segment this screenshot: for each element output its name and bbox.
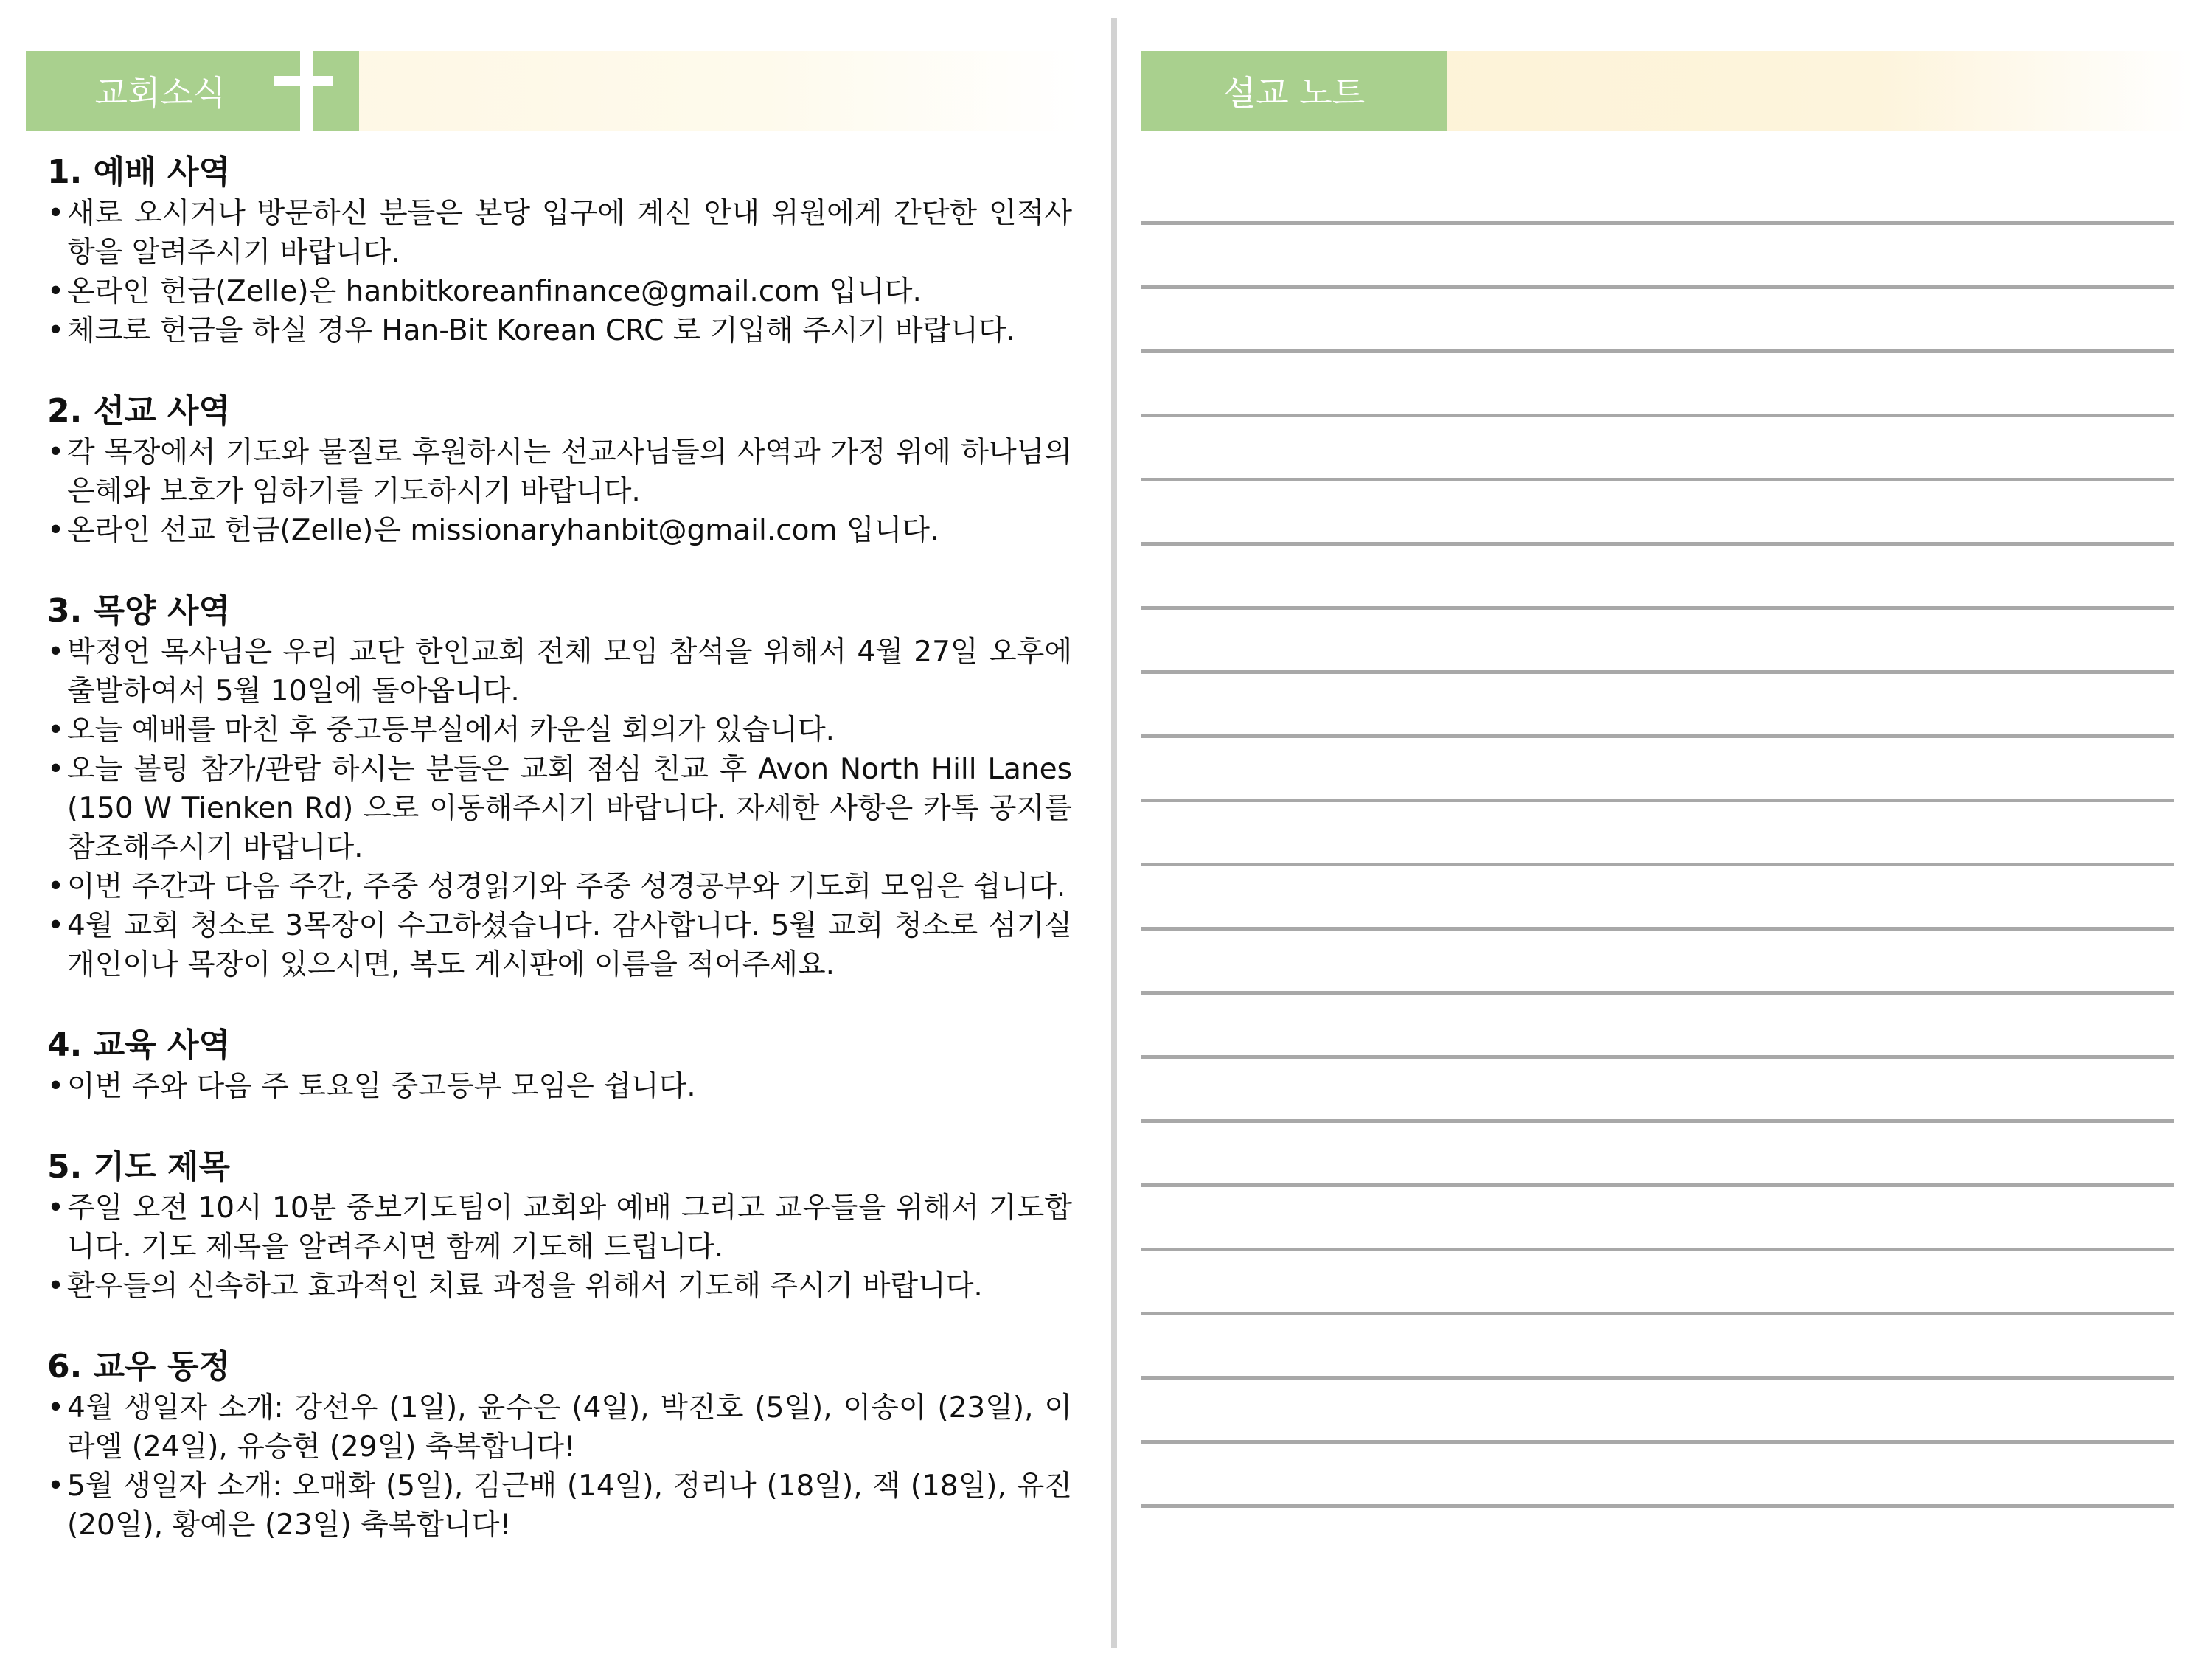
section-pastoral — [47, 590, 1072, 984]
note-line — [1141, 1248, 2174, 1251]
list-item: • 오늘 볼링 참가/관람 하시는 분들은 교회 점심 친교 후 Avon North Hill Lanes (150 W Tienken Rd) 으로 이동해주시기 바랍니다. 자세한 사항은 카톡 공지를 참조해주시기 바랍니다. — [47, 753, 1072, 864]
note-line — [1141, 478, 2174, 481]
list-item: • 4월 생일자 소개: 강선우 (1일), 윤수은 (4일), 박진호 (5일), 이송이 (23일), 이라엘 (24일), 유승현 (29일) 축복합니다! — [47, 1391, 1072, 1464]
church-news-content — [47, 151, 1072, 1585]
note-line — [1141, 1504, 2174, 1508]
list-item: • 체크로 헌금을 하실 경우 Han-Bit Korean CRC 로 기입해 주시기 바랍니다. — [47, 314, 1015, 347]
list-item: • 박정언 목사님은 우리 교단 한인교회 전체 모임 참석을 위해서 4월 27일 오후에 출발하여서 5월 10일에 돌아옵니다. — [47, 636, 1072, 708]
section-title: 6. 교우 동정 — [47, 1348, 230, 1385]
note-line — [1141, 1119, 2174, 1123]
note-line — [1141, 1312, 2174, 1315]
note-line — [1141, 285, 2174, 289]
note-line — [1141, 670, 2174, 674]
section-title: 3. 목양 사역 — [47, 592, 230, 630]
list-item: • 주일 오전 10시 10분 중보기도팀이 교회와 예배 그리고 교우들을 위해서 기도합니다. 기도 제목을 알려주시면 함께 기도해 드립니다. — [47, 1192, 1072, 1264]
note-line — [1141, 414, 2174, 417]
note-line — [1141, 1376, 2174, 1380]
section-title: 2. 선교 사역 — [47, 392, 230, 430]
note-line — [1141, 542, 2174, 546]
cross-icon — [274, 51, 359, 131]
list-item: • 5월 생일자 소개: 오매화 (5일), 김근배 (14일), 정리나 (18일), 잭 (18일), 유진 (20일), 황예은 (23일) 축복합니다! — [47, 1470, 1072, 1542]
section-title: 4. 교육 사역 — [47, 1026, 230, 1064]
section-education — [47, 1024, 1072, 1106]
church-news-header — [26, 51, 1080, 131]
section-members — [47, 1346, 1072, 1545]
list-item: • 오늘 예배를 마친 후 중고등부실에서 카운실 회의가 있습니다. — [47, 714, 835, 747]
sermon-notes-header — [1141, 51, 2194, 131]
list-item: • 온라인 헌금(Zelle)은 hanbitkoreanfinance@gmail.com 입니다. — [47, 275, 922, 308]
list-item: • 4월 교회 청소로 3목장이 수고하셨습니다. 감사합니다. 5월 교회 청소로 섬기실 개인이나 목장이 있으시면, 복도 게시판에 이름을 적어주세요. — [47, 909, 1072, 981]
list-item: • 환우들의 신속하고 효과적인 치료 과정을 위해서 기도해 주시기 바랍니다. — [47, 1270, 983, 1303]
note-line — [1141, 1183, 2174, 1187]
section-prayer — [47, 1146, 1072, 1306]
list-item: • 이번 주와 다음 주 토요일 중고등부 모임은 쉽니다. — [47, 1070, 696, 1103]
section-title: 1. 예배 사역 — [47, 153, 230, 191]
list-item: • 이번 주간과 다음 주간, 주중 성경읽기와 주중 성경공부와 기도회 모임은 쉽니다. — [47, 870, 1066, 903]
note-line — [1141, 927, 2174, 931]
section-mission — [47, 390, 1072, 550]
list-item: • 각 목장에서 기도와 물질로 후원하시는 선교사님들의 사역과 가정 위에 하나님의 은혜와 보호가 임하기를 기도하시기 바랍니다. — [47, 436, 1072, 508]
note-line — [1141, 863, 2174, 866]
note-line — [1141, 734, 2174, 738]
note-line — [1141, 1440, 2174, 1444]
section-worship — [47, 151, 1072, 350]
list-item: • 온라인 선교 헌금(Zelle)은 missionaryhanbit@gmail.com 입니다. — [47, 514, 939, 547]
note-line — [1141, 799, 2174, 802]
list-item: • 새로 오시거나 방문하신 분들은 본당 입구에 계신 안내 위원에게 간단한 인적사항을 알려주시기 바랍니다. — [47, 197, 1072, 269]
page-divider — [1111, 18, 1117, 1648]
section-title: 5. 기도 제목 — [47, 1148, 230, 1186]
church-news-title: 교회소식 — [26, 51, 295, 131]
sermon-notes-title: 설교 노트 — [1141, 51, 1447, 131]
note-line — [1141, 606, 2174, 610]
note-line — [1141, 1055, 2174, 1059]
note-line — [1141, 991, 2174, 995]
note-line — [1141, 349, 2174, 353]
note-line — [1141, 221, 2174, 225]
